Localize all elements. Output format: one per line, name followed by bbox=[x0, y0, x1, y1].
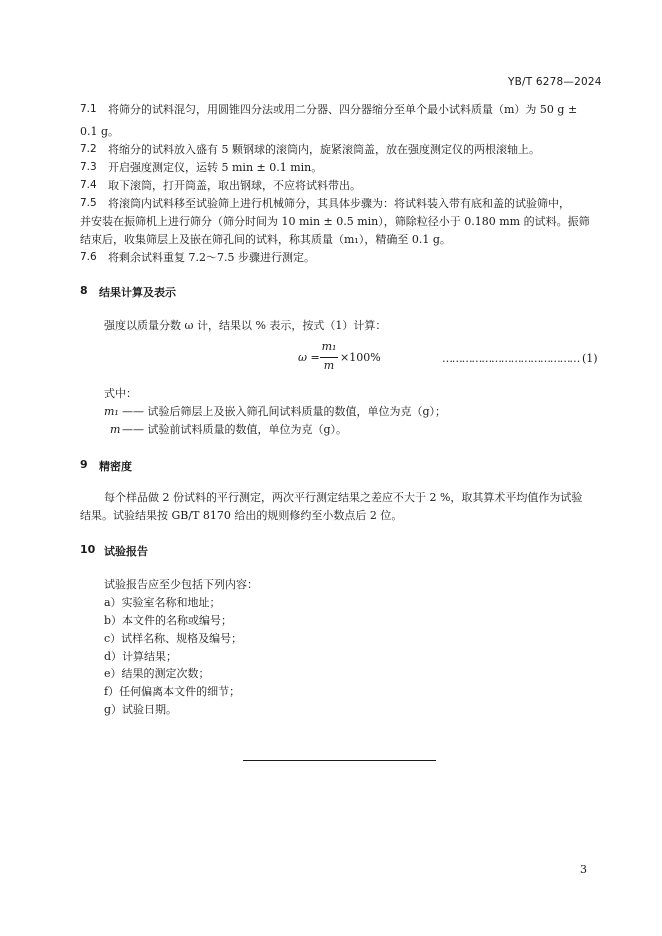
section-8-title: 结果计算及表示 bbox=[99, 286, 176, 299]
where-label: 式中： bbox=[104, 387, 137, 400]
clause-7-5-line-2: 并安装在振筛机上进行筛分（筛分时间为 10 min ± 0.5 min），筛除粒径小于 0.180 mm 的试料。振筛 bbox=[80, 215, 590, 228]
section-9-line-2: 结果。试验结果按 GB/T 8170 给出的规则修约至小数点后 2 位。 bbox=[80, 509, 403, 522]
list-item-c: c）试样名称、规格及编号； bbox=[104, 632, 243, 645]
clause-7-6-number: 7.6 bbox=[80, 251, 97, 263]
list-item-d: d）计算结果； bbox=[104, 650, 178, 663]
formula-equation-number: (1) bbox=[582, 352, 598, 365]
clause-7-3-number: 7.3 bbox=[80, 161, 97, 173]
formula-leader-dots: …………………………………… bbox=[442, 352, 580, 365]
clause-7-3-text: 开启强度测定仪，运转 5 min ± 0.1 min。 bbox=[108, 161, 323, 174]
clause-7-5-line-1: 将滚筒内试料移至试验筛上进行机械筛分，其具体步骤为：将试料装入带有底和盖的试验筛中， bbox=[108, 197, 570, 210]
list-item-e: e）结果的测定次数； bbox=[104, 667, 210, 680]
var-m-description: —— 试验前试料质量的数值，单位为克（g）。 bbox=[122, 423, 348, 436]
var-m1-description: —— 试验后筛层上及嵌入筛孔间试料质量的数值，单位为克（g）； bbox=[122, 405, 447, 418]
formula-denominator: m bbox=[323, 359, 335, 372]
end-of-document-rule bbox=[243, 760, 436, 761]
page-number: 3 bbox=[580, 863, 587, 876]
standard-code: YB/T 6278—2024 bbox=[508, 76, 602, 88]
list-item-f: f）任何偏离本文件的细节； bbox=[104, 685, 241, 698]
section-10-number: 10 bbox=[80, 543, 96, 556]
clause-7-1-line-1: 将筛分的试料混匀，用圆锥四分法或用二分器、四分器缩分至单个最小试料质量（m）为 50 g ± bbox=[108, 103, 578, 116]
var-m-symbol: m bbox=[110, 423, 121, 436]
formula-lhs: ω = bbox=[298, 351, 320, 364]
clause-7-4-text: 取下滚筒，打开筒盖，取出钢球，不应将试料带出。 bbox=[108, 179, 361, 192]
clause-7-5-number: 7.5 bbox=[80, 197, 97, 209]
formula-numerator: m₁ bbox=[321, 340, 337, 353]
section-10-intro: 试验报告应至少包括下列内容： bbox=[104, 578, 258, 591]
clause-7-2-number: 7.2 bbox=[80, 143, 97, 155]
section-9-line-1: 每个样品做 2 份试料的平行测定，两次平行测定结果之差应不大于 2 %，取其算术平均值作为试验 bbox=[104, 491, 583, 504]
clause-7-6-text: 将剩余试料重复 7.2～7.5 步骤进行测定。 bbox=[108, 251, 315, 264]
clause-7-1-line-2: 0.1 g。 bbox=[80, 125, 120, 138]
list-item-b: b）本文件的名称或编号； bbox=[104, 614, 233, 627]
clause-7-1-number: 7.1 bbox=[80, 103, 97, 115]
section-10-title: 试验报告 bbox=[104, 545, 148, 558]
clause-7-2-text: 将缩分的试料放入盛有 5 颗钢球的滚筒内，旋紧滚筒盖，放在强度测定仪的两根滚轴上。 bbox=[108, 143, 540, 156]
var-m1-symbol: m₁ bbox=[104, 405, 119, 418]
clause-7-4-number: 7.4 bbox=[80, 179, 97, 191]
section-9-number: 9 bbox=[80, 458, 88, 471]
clause-7-5-line-3: 结束后，收集筛层上及嵌在筛孔间的试料，称其质量（m₁），精确至 0.1 g。 bbox=[80, 233, 451, 246]
formula-rhs: ×100% bbox=[340, 351, 381, 364]
list-item-a: a）实验室名称和地址； bbox=[104, 596, 221, 609]
list-item-g: g）试验日期。 bbox=[104, 703, 178, 716]
fraction-bar bbox=[320, 357, 338, 358]
section-8-number: 8 bbox=[80, 284, 88, 297]
section-9-title: 精密度 bbox=[99, 460, 132, 473]
section-8-intro: 强度以质量分数 ω 计，结果以 % 表示，按式（1）计算： bbox=[104, 319, 387, 332]
